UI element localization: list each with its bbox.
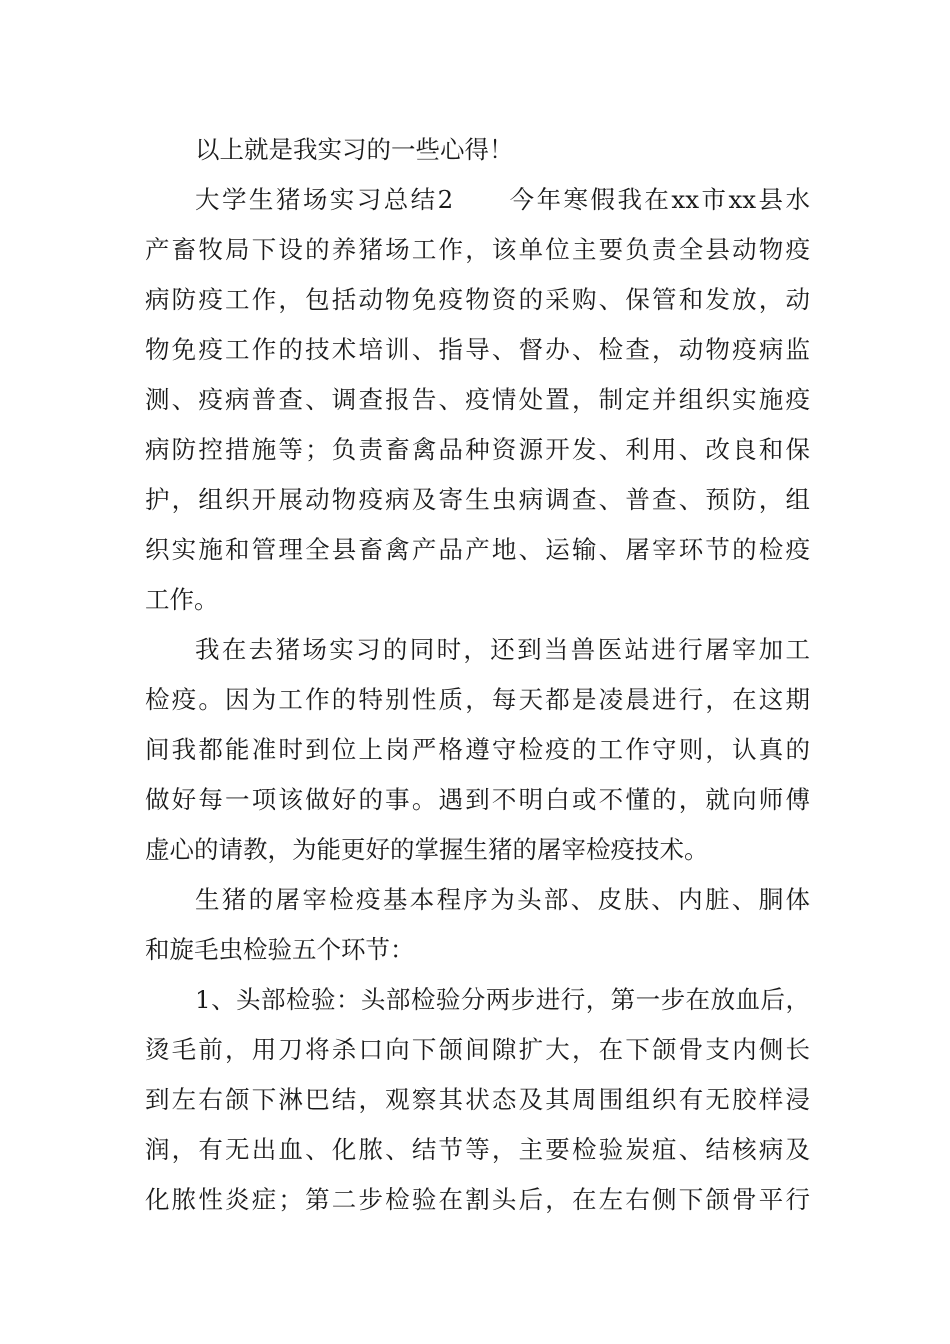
text-line: 化脓性炎症；第二步检验在割头后，在左右侧下颌骨平行 [145, 1185, 810, 1214]
text-line: 护，组织开展动物疫病及寄生虫病调查、普查、预防，组 [145, 485, 810, 514]
text-line: 虚心的请教，为能更好的掌握生猪的屠宰检疫技术。 [145, 835, 709, 864]
text-line: 以上就是我实习的一些心得！ [195, 135, 514, 164]
text-line: 间我都能准时到位上岗严格遵守检疫的工作守则，认真的 [145, 735, 810, 764]
text-line: 大学生猪场实习总结2 今年寒假我在xx市xx县水 [195, 185, 810, 214]
text-line: 检疫。因为工作的特别性质，每天都是凌晨进行，在这期 [145, 685, 810, 714]
text-line: 做好每一项该做好的事。遇到不明白或不懂的，就向师傅 [145, 785, 810, 814]
text-line: 我在去猪场实习的同时，还到当兽医站进行屠宰加工 [195, 635, 810, 664]
text-line: 测、疫病普查、调查报告、疫情处置，制定并组织实施疫 [145, 385, 810, 414]
text-line: 织实施和管理全县畜禽产品产地、运输、屠宰环节的检疫 [145, 535, 810, 564]
text-line: 到左右颌下淋巴结，观察其状态及其周围组织有无胶样浸 [145, 1085, 810, 1114]
text-line: 烫毛前，用刀将杀口向下颌间隙扩大，在下颌骨支内侧长 [145, 1035, 810, 1064]
text-line: 生猪的屠宰检疫基本程序为头部、皮肤、内脏、胴体 [195, 885, 810, 914]
text-line: 工作。 [145, 585, 219, 614]
text-line: 产畜牧局下设的养猪场工作，该单位主要负责全县动物疫 [145, 235, 810, 264]
text-line: 病防控措施等；负责畜禽品种资源开发、利用、改良和保 [145, 435, 810, 464]
text-line: 病防疫工作，包括动物免疫物资的采购、保管和发放，动 [145, 285, 810, 314]
text-line: 润，有无出血、化脓、结节等，主要检验炭疽、结核病及 [145, 1135, 810, 1164]
text-line: 物免疫工作的技术培训、指导、督办、检查，动物疫病监 [145, 335, 810, 364]
text-line: 1、头部检验：头部检验分两步进行，第一步在放血后， [195, 985, 810, 1014]
text-line: 和旋毛虫检验五个环节： [145, 935, 415, 964]
